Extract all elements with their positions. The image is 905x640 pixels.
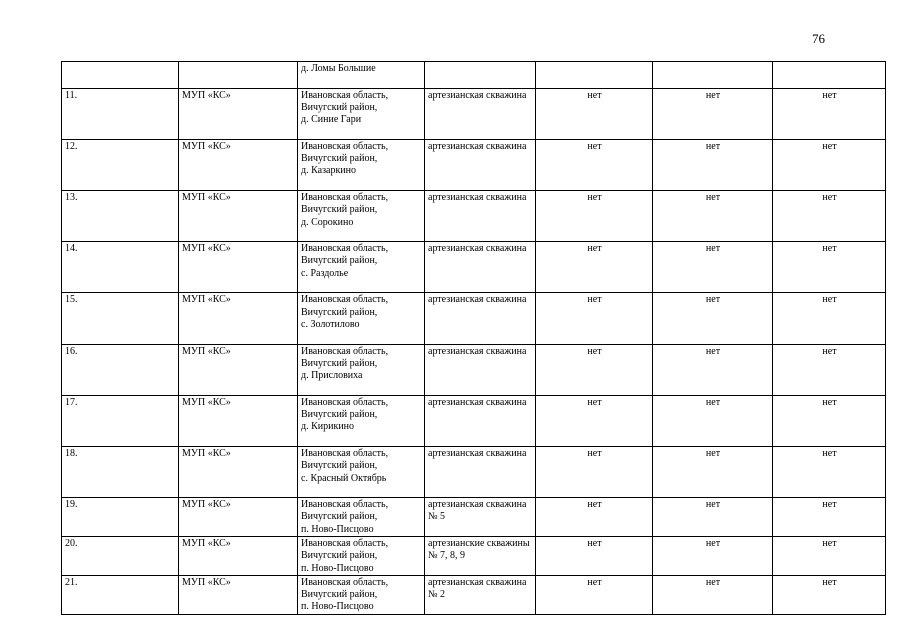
address-line: Вичугский район, [301,101,378,113]
cell-organization [179,242,298,293]
organization-name: МУП «КС» [182,396,231,408]
cell-col6 [653,242,773,293]
cell-address [298,536,425,575]
address-line: Ивановская область, [301,191,389,203]
source-line: артезианская скважина [428,396,527,408]
cell-organization [179,293,298,344]
address-line: Вичугский район, [301,153,378,165]
col7-value: нет [822,396,837,408]
cell-number [62,242,179,293]
organization-name: МУП «КС» [182,447,231,459]
address-line: Ивановская область, [301,89,389,101]
cell-col5 [536,293,653,344]
cell-col5 [536,62,653,89]
cell-col7 [773,344,886,395]
cell-organization [179,536,298,575]
address-line: Вичугский район, [301,204,378,216]
address-line: Вичугский район, [301,357,378,369]
table-row [62,536,886,575]
cell-address [298,293,425,344]
address-line: д. Казаркино [301,165,357,177]
address-line: Ивановская область, [301,140,389,152]
cell-source [425,446,536,497]
address-line: с. Красный Октябрь [301,472,387,484]
address-line: Ивановская область, [301,499,389,511]
organization-name: МУП «КС» [182,243,231,255]
cell-col5 [536,446,653,497]
address-line: с. Золотилово [301,318,360,330]
cell-col7 [773,62,886,89]
cell-col7 [773,395,886,446]
cell-col7 [773,446,886,497]
cell-organization [179,498,298,537]
cell-number [62,293,179,344]
row-number: 11. [65,89,78,101]
cell-address [298,446,425,497]
table-row [62,139,886,190]
row-number: 20. [65,537,78,549]
table-row [62,446,886,497]
col7-value: нет [822,576,837,588]
cell-address [298,498,425,537]
cell-organization [179,62,298,89]
cell-col7 [773,536,886,575]
organization-name: МУП «КС» [182,89,231,101]
cell-number [62,498,179,537]
cell-col5 [536,139,653,190]
row-number: 15. [65,294,78,306]
cell-address [298,62,425,89]
cell-number [62,536,179,575]
cell-number [62,62,179,89]
address-line: п. Ново-Писцово [301,523,374,535]
page-number: 76 [812,31,825,46]
source-line: артезианская скважина [428,576,527,588]
cell-col6 [653,293,773,344]
col5-value: нет [587,191,602,203]
organization-name: МУП «КС» [182,499,231,511]
col5-value: нет [587,345,602,357]
address-line: с. Раздолье [301,267,349,279]
cell-organization [179,344,298,395]
address-line: Вичугский район, [301,550,378,562]
address-line: п. Ново-Писцово [301,601,374,613]
address-line: д. Сорокино [301,216,354,228]
source-line: № 7, 8, 9 [428,550,466,562]
col7-value: нет [822,140,837,152]
table-row [62,88,886,139]
col6-value: нет [705,447,721,459]
cell-address [298,139,425,190]
cell-col5 [536,190,653,241]
row-number: 17. [65,396,78,408]
col6-value: нет [705,140,721,152]
source-line: артезианская скважина [428,191,527,203]
row-number: 12. [65,140,78,152]
source-line: артезианские скважины [428,537,530,549]
cell-address [298,190,425,241]
col5-value: нет [587,537,602,549]
cell-source [425,498,536,537]
source-line: артезианская скважина [428,345,527,357]
col6-value: нет [705,243,721,255]
col6-value: нет [705,345,721,357]
row-number: 14. [65,243,78,255]
row-number: 16. [65,345,78,357]
cell-number [62,139,179,190]
cell-source [425,242,536,293]
cell-organization [179,446,298,497]
col6-value: нет [705,294,721,306]
cell-organization [179,88,298,139]
col5-value: нет [587,294,602,306]
source-line: артезианская скважина [428,447,527,459]
cell-source [425,575,536,614]
col5-value: нет [587,89,602,101]
cell-source [425,344,536,395]
address-line: д. Ломы Большие [301,63,376,74]
address-line: Вичугский район, [301,589,378,601]
cell-col5 [536,88,653,139]
cell-source [425,293,536,344]
address-line: Ивановская область, [301,447,389,459]
cell-col7 [773,293,886,344]
col7-value: нет [822,243,837,255]
source-line: артезианская скважина [428,243,527,255]
row-number: 21. [65,576,78,588]
cell-col6 [653,190,773,241]
cell-col5 [536,498,653,537]
col6-value: нет [705,396,721,408]
source-line: артезианская скважина [428,499,527,511]
col6-value: нет [705,191,721,203]
row-number: 18. [65,447,78,459]
col7-value: нет [822,191,837,203]
organization-name: МУП «КС» [182,191,231,203]
address-line: Вичугский район, [301,511,378,523]
cell-col7 [773,498,886,537]
cell-col5 [536,242,653,293]
cell-organization [179,139,298,190]
cell-number [62,446,179,497]
table-row [62,344,886,395]
cell-col5 [536,575,653,614]
cell-col6 [653,395,773,446]
cell-number [62,395,179,446]
cell-source [425,395,536,446]
table-row [62,498,886,537]
source-line: артезианская скважина [428,294,527,306]
col6-value: нет [705,537,721,549]
col5-value: нет [587,447,602,459]
organization-name: МУП «КС» [182,345,231,357]
table-row [62,190,886,241]
row-number: 13. [65,191,78,203]
address-line: Ивановская область, [301,243,389,255]
source-line: артезианская скважина [428,89,527,101]
organization-name: МУП «КС» [182,294,231,306]
cell-col5 [536,344,653,395]
col6-value: нет [705,89,721,101]
cell-address [298,575,425,614]
address-line: Вичугский район, [301,306,378,318]
organization-name: МУП «КС» [182,576,231,588]
cell-col6 [653,575,773,614]
cell-col6 [653,536,773,575]
cell-col7 [773,575,886,614]
col7-value: нет [822,89,837,101]
table-row [62,293,886,344]
cell-col7 [773,242,886,293]
address-line: Ивановская область, [301,576,389,588]
address-line: д. Синие Гари [301,114,362,126]
table-row [62,242,886,293]
water-supply-table [61,61,886,615]
row-number: 19. [65,499,78,511]
address-line: Вичугский район, [301,460,378,472]
organization-name: МУП «КС» [182,140,231,152]
cell-address [298,242,425,293]
cell-col6 [653,498,773,537]
address-line: Ивановская область, [301,345,389,357]
cell-source [425,139,536,190]
cell-col6 [653,344,773,395]
cell-organization [179,395,298,446]
cell-address [298,344,425,395]
table-row [62,395,886,446]
cell-col6 [653,139,773,190]
cell-number [62,344,179,395]
cell-col7 [773,139,886,190]
address-line: Вичугский район, [301,255,378,267]
col7-value: нет [822,447,837,459]
col7-value: нет [822,499,837,511]
address-line: Ивановская область, [301,294,389,306]
cell-source [425,88,536,139]
cell-col6 [653,446,773,497]
address-line: Ивановская область, [301,537,389,549]
address-line: Ивановская область, [301,396,389,408]
table-row [62,575,886,614]
address-line: д. Кирикино [301,421,355,433]
col7-value: нет [822,345,837,357]
cell-organization [179,575,298,614]
col5-value: нет [587,243,602,255]
cell-address [298,88,425,139]
cell-col6 [653,62,773,89]
col5-value: нет [587,576,602,588]
col7-value: нет [822,294,837,306]
cell-address [298,395,425,446]
cell-number [62,575,179,614]
cell-source [425,190,536,241]
organization-name: МУП «КС» [182,537,231,549]
col6-value: нет [705,499,721,511]
table-row [62,62,886,89]
col5-value: нет [587,396,602,408]
cell-col5 [536,395,653,446]
cell-source [425,536,536,575]
cell-col7 [773,190,886,241]
cell-col5 [536,536,653,575]
source-line: артезианская скважина [428,140,527,152]
col5-value: нет [587,499,602,511]
cell-number [62,190,179,241]
cell-col6 [653,88,773,139]
col6-value: нет [705,576,721,588]
source-line: № 5 [428,511,446,523]
source-line: № 2 [428,589,446,601]
cell-source [425,62,536,89]
address-line: д. Присловиха [301,370,363,382]
cell-number [62,88,179,139]
col5-value: нет [587,140,602,152]
address-line: п. Ново-Писцово [301,562,374,574]
col7-value: нет [822,537,837,549]
cell-organization [179,190,298,241]
cell-col7 [773,88,886,139]
address-line: Вичугский район, [301,409,378,421]
